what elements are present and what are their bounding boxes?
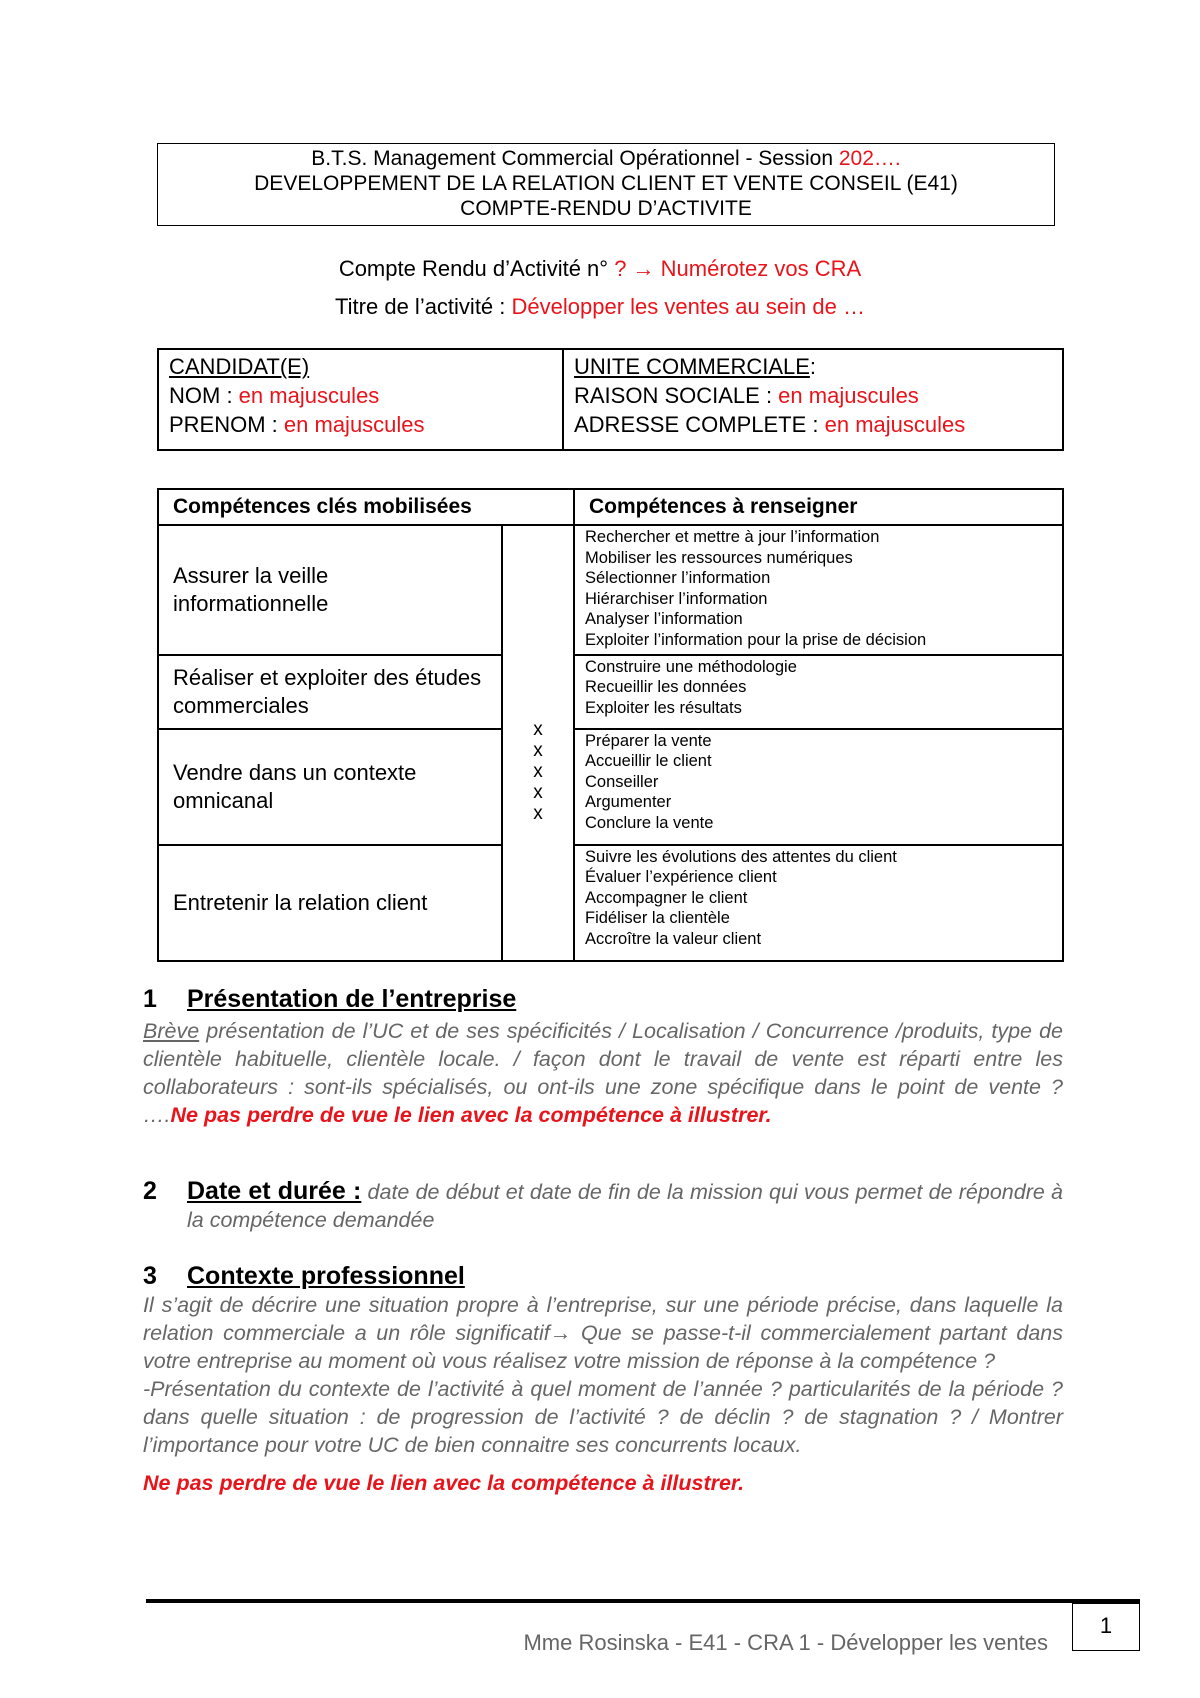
selection-mark: x	[533, 782, 543, 804]
header-line-3: COMPTE-RENDU D’ACTIVITE	[460, 197, 752, 220]
section-3-para-2: -Présentation du contexte de l’activité à quel moment de l’année ? particularités de la période ? dans quelle situation : de progression de l’activité ? de déclin ? de stagnation ? / Montrer l’importance pour votre UC de bien connaitre ses concurrents locaux.	[143, 1377, 1063, 1457]
cra-number-line: Compte Rendu d’Activité n° ? → Numérotez vos CRA	[338, 256, 862, 281]
competence-items	[574, 845, 1063, 961]
competence-item: Mobiliser les ressources numériques	[585, 548, 853, 567]
footer-rule	[146, 1599, 1136, 1603]
session-year: 202….	[838, 147, 901, 170]
section-date	[143, 1177, 1063, 1234]
competences-col2-header: Compétences à renseigner	[574, 489, 1063, 525]
competence-name: Assurer la veille informationnelle	[158, 525, 502, 655]
section-2-row	[143, 1177, 1063, 1234]
section-1-title: 1 Présentation de l’entreprise	[143, 985, 517, 1013]
unit-raison-sociale: RAISON SOCIALE : en majuscules	[574, 383, 919, 408]
section-2-title: Date et durée :	[187, 1177, 362, 1205]
section-2-body: Date et durée : date de début et date de fin de la mission qui vous permet de répondre à la compétence demandée	[187, 1177, 1063, 1232]
unit-heading: UNITE COMMERCIALE:	[574, 354, 817, 379]
competence-item: Suivre les évolutions des attentes du client	[585, 847, 897, 866]
candidate-heading: CANDIDAT(E)	[169, 354, 310, 379]
competence-item: Sélectionner l’information	[585, 569, 771, 588]
unit-adresse: ADRESSE COMPLETE : en majuscules	[574, 412, 966, 437]
section-1-emphasis: Ne pas perdre de vue le lien avec la compétence à illustrer.	[170, 1103, 772, 1127]
competence-item: Fidéliser la clientèle	[585, 909, 730, 928]
section-presentation	[143, 985, 1063, 1129]
section-3-emphasis: Ne pas perdre de vue le lien avec la compétence à illustrer.	[143, 1471, 745, 1495]
page-number: 1	[1072, 1603, 1140, 1651]
activity-title-value: Développer les ventes au sein de …	[511, 294, 865, 319]
section-1-body: Brève présentation de l’UC et de ses spécificités / Localisation / Concurrence /produits, type de clientèle habituelle, clientèle locale. / façon dont le travail de vente est réparti entre les collaborateurs : sont-ils spécialisés, ou ont-ils une zone spécifique dans le point de vente ? ….Ne pas perdre de vue le lien avec la compétence à illustrer.	[143, 1019, 1063, 1127]
competence-item: Argumenter	[585, 793, 672, 812]
competence-item: Accueillir le client	[585, 752, 712, 771]
competence-item: Analyser l’information	[585, 610, 743, 629]
selection-mark: x	[533, 803, 543, 825]
competence-name: Vendre dans un contexte omnicanal	[158, 729, 502, 845]
competence-item: Accompagner le client	[585, 888, 748, 907]
selection-marks	[502, 525, 574, 961]
competences-col1-header: Compétences clés mobilisées	[158, 489, 574, 525]
cra-number-hint: ? → Numérotez vos CRA	[614, 256, 862, 281]
competence-item: Conseiller	[585, 772, 659, 791]
competence-item: Exploiter les résultats	[585, 698, 742, 717]
document-header	[157, 143, 1055, 226]
competence-item: Préparer la vente	[585, 731, 712, 750]
unit-cell	[563, 349, 1063, 450]
competence-items	[574, 525, 1063, 655]
competence-item: Exploiter l’information pour la prise de décision	[585, 630, 927, 649]
section-2-number: 2	[143, 1177, 157, 1205]
section-3-para-1: Il s’agit de décrire une situation propre à l’entreprise, sur une période précise, dans laquelle la relation commerciale a un rôle significatif→ Que se passe-t-il commercialement partant dans votre entreprise au moment où vous réalisez votre mission de réponse à la compétence ?	[143, 1293, 1063, 1373]
candidate-nom: NOM : en majuscules	[169, 383, 380, 408]
competences-table	[157, 488, 1064, 962]
competence-name: Entretenir la relation client	[158, 845, 502, 961]
competence-item: Rechercher et mettre à jour l’information	[585, 528, 880, 546]
competence-item: Conclure la vente	[585, 813, 714, 832]
candidate-prenom: PRENOM : en majuscules	[169, 412, 425, 437]
candidate-unit-table	[157, 348, 1064, 451]
section-contexte	[143, 1262, 1063, 1496]
competence-items	[574, 655, 1063, 729]
activity-title-line: Titre de l’activité : Développer les ventes au sein de …	[335, 294, 865, 319]
competence-items	[574, 729, 1063, 845]
footer-text: Mme Rosinska - E41 - CRA 1 - Développer les ventes	[523, 1630, 1048, 1655]
competence-item: Évaluer l’expérience client	[585, 868, 777, 887]
competence-item: Construire une méthodologie	[585, 657, 797, 676]
header-line-2: DEVELOPPEMENT DE LA RELATION CLIENT ET VENTE CONSEIL (E41)	[254, 172, 958, 195]
selection-mark: x	[533, 719, 543, 741]
competence-item: Recueillir les données	[585, 678, 747, 697]
section-3-title: 3 Contexte professionnel	[143, 1262, 465, 1290]
selection-mark: x	[533, 761, 543, 783]
competence-item: Hiérarchiser l’information	[585, 589, 768, 608]
candidate-cell	[158, 349, 563, 450]
header-line-1: B.T.S. Management Commercial Opérationnel - Session 202….	[311, 147, 901, 170]
competence-item: Accroître la valeur client	[585, 929, 762, 948]
competence-name: Réaliser et exploiter des études commerciales	[158, 655, 502, 729]
selection-mark: x	[533, 740, 543, 762]
